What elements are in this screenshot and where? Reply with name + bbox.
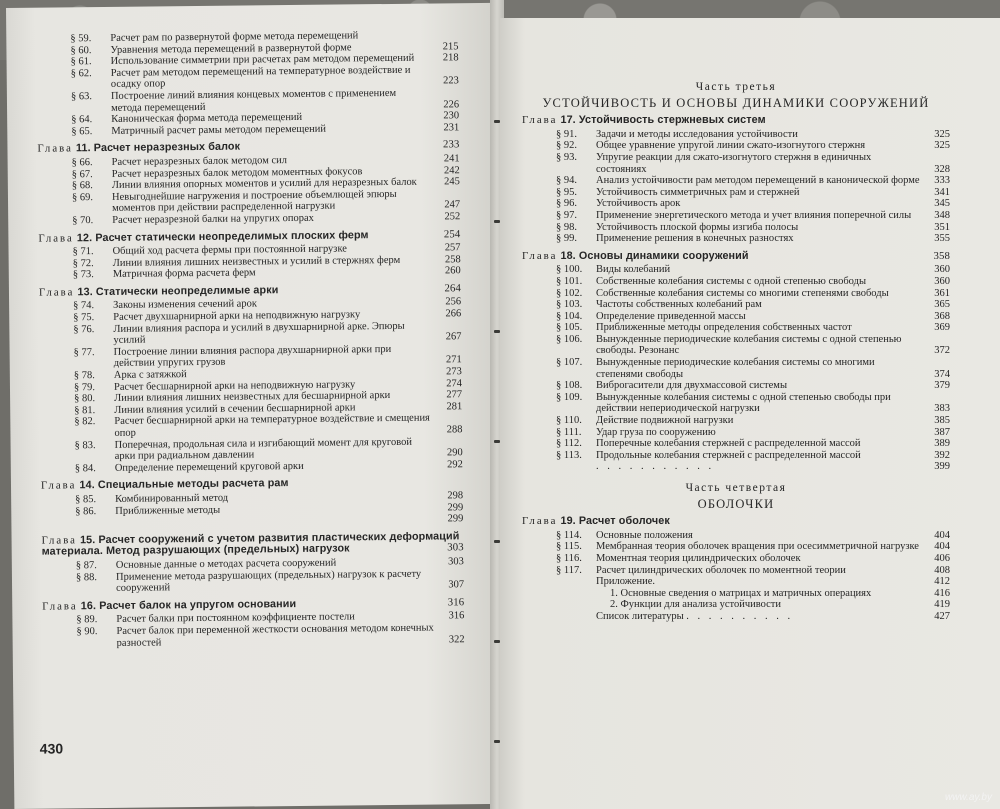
chapter-label: Глава xyxy=(522,515,558,528)
toc-page-number: 325 xyxy=(934,128,950,140)
appendix-page: 412 xyxy=(934,576,950,588)
section-number: § 66. xyxy=(71,157,93,169)
section-title: Использование симметрии при расчетах рам методом перемещений xyxy=(110,52,415,68)
section-title: Расчет неразрезных балок методом моментных фокусов xyxy=(111,165,363,180)
section-title: Виды колебаний xyxy=(596,264,671,276)
part-three-title: УСТОЙЧИВОСТЬ И ОСНОВЫ ДИНАМИКИ СООРУЖЕНИЙ xyxy=(542,95,930,110)
section-title: Расчет бесшарнирной арки на неподвижную нагрузку xyxy=(113,378,356,393)
section-title: Матричная форма расчета ферм xyxy=(112,267,256,281)
toc-page-number: 399 xyxy=(934,461,950,473)
section-title: Расчет цилиндрических оболочек по моментной теории xyxy=(596,564,846,576)
toc-chapter xyxy=(39,283,463,475)
toc-page-number: 241 xyxy=(443,153,460,165)
toc-page-number: 360 xyxy=(934,275,950,287)
section-number: § 117. xyxy=(556,564,582,576)
chapter-heading xyxy=(522,516,950,528)
section-number: § 109. xyxy=(556,391,583,403)
chapter-number: 16. xyxy=(80,599,97,612)
chapter-number: 11. xyxy=(75,142,91,155)
toc-chapter xyxy=(522,516,950,576)
binding-stitch xyxy=(494,640,500,643)
chapter-number: 17. xyxy=(560,114,576,127)
toc-entry xyxy=(522,140,950,152)
toc-page-number: 389 xyxy=(934,438,950,450)
section-number: § 84. xyxy=(74,462,96,475)
section-title: Комбинированный метод xyxy=(115,492,229,505)
section-title: Расчет бесшарнирной арки на температурное воздействие и смещения опор xyxy=(114,412,430,439)
toc-page-number: 230 xyxy=(443,110,460,122)
section-number: § 70. xyxy=(72,215,94,227)
toc-page-number: 277 xyxy=(446,389,463,401)
section-title: Линии влияния лишних неизвестных для бесшарнирной арки xyxy=(114,390,391,405)
toc-page-number: 360 xyxy=(934,264,950,276)
chapter-page: 254 xyxy=(443,227,461,240)
chapter-page: 358 xyxy=(933,249,950,262)
appendix-item xyxy=(522,588,950,600)
section-number: § 98. xyxy=(556,221,577,233)
section-number: § 77. xyxy=(73,346,95,359)
section-number: § 93. xyxy=(556,151,577,163)
section-number: § 74. xyxy=(73,300,95,312)
chapter-title: Расчет оболочек xyxy=(578,515,670,528)
appendix-label: Приложение. xyxy=(596,576,655,588)
toc-entry xyxy=(522,392,950,415)
section-number: § 104. xyxy=(556,310,583,322)
toc-page-number: 328 xyxy=(934,163,950,175)
toc-page-number: 257 xyxy=(444,242,461,254)
toc-page-number: 223 xyxy=(442,75,459,87)
toc-entry xyxy=(522,264,950,276)
section-title: Устойчивость плоской формы изгиба полосы xyxy=(596,221,799,233)
section-number: § 67. xyxy=(71,168,93,180)
section-title: Применение решения в конечных разностях xyxy=(596,233,794,245)
chapter-number: 13. xyxy=(77,285,93,299)
section-number: § 105. xyxy=(556,322,583,334)
toc-chapter xyxy=(41,477,463,518)
toc-entry xyxy=(522,299,950,311)
toc-page-number: 322 xyxy=(448,633,465,645)
section-number: § 79. xyxy=(73,381,96,393)
toc-page-number: 299 xyxy=(447,501,464,513)
toc-page-number: 374 xyxy=(934,368,950,380)
part-four-title: ОБОЛОЧКИ xyxy=(697,496,775,511)
toc-entry xyxy=(522,530,950,542)
section-title: Приближенные методы xyxy=(115,504,221,517)
section-number: § 112. xyxy=(556,438,582,450)
section-title: Расчет рам по развернутой форме метода перемещений xyxy=(110,30,359,44)
toc-chapter xyxy=(522,251,950,462)
toc-page-number: 258 xyxy=(444,253,461,266)
toc-page-number: 303 xyxy=(448,556,464,568)
toc-entry: . . . . . . . . . . . 399 xyxy=(596,461,950,473)
part-four-label: Часть четвертая xyxy=(685,482,787,494)
section-number: § 62. xyxy=(70,67,92,80)
right-toc-column xyxy=(522,74,950,623)
section-number: § 89. xyxy=(76,614,98,626)
toc-chapter xyxy=(38,229,460,282)
toc-page-number: 341 xyxy=(934,186,950,198)
section-number: § 99. xyxy=(556,233,577,245)
chapter-title: Расчет балок на упругом основании xyxy=(99,597,297,612)
page-number: 430 xyxy=(39,740,64,757)
toc-page-number: 348 xyxy=(934,209,950,221)
section-title: Матричный расчет рамы методом перемещений xyxy=(111,123,327,137)
section-number: § 73. xyxy=(72,269,94,281)
toc-entry xyxy=(522,152,950,175)
bibliography-page: 427 xyxy=(934,610,950,622)
toc-page-number: 231 xyxy=(443,122,460,134)
toc-entry xyxy=(522,450,950,462)
section-title: Вынужденные периодические колебания системы с одной степенью свободы. Резонанс xyxy=(596,333,902,357)
toc-entry xyxy=(522,311,950,323)
chapter-label: Глава xyxy=(41,534,77,547)
appendix-item-page: 419 xyxy=(934,599,950,611)
toc-page-number: 274 xyxy=(446,377,463,390)
section-title: Основные положения xyxy=(596,529,693,541)
chapter-label: Глава xyxy=(42,600,78,613)
section-number: § 82. xyxy=(74,416,96,428)
chapter-number: 14. xyxy=(79,479,95,492)
toc-entry xyxy=(522,175,950,187)
toc-entry xyxy=(522,288,950,300)
section-number: § 91. xyxy=(556,128,577,140)
toc-page-number: 273 xyxy=(446,366,462,378)
toc-chapter xyxy=(42,597,464,650)
section-number: § 60. xyxy=(70,44,92,56)
toc-page-number: 288 xyxy=(446,424,463,436)
section-number: § 83. xyxy=(74,439,96,451)
toc-page-number: 351 xyxy=(934,221,950,233)
section-number: § 114. xyxy=(556,529,582,541)
toc-page-number: 252 xyxy=(444,211,461,223)
section-title: Поперечные колебания стержней с распределенной массой xyxy=(596,438,861,450)
toc-page-number: 245 xyxy=(444,176,460,188)
section-number: § 111. xyxy=(556,426,582,438)
section-title: Мембранная теория оболочек вращения при осесимметричной нагрузке xyxy=(596,541,919,553)
section-title: Вынужденные периодические колебания системы со многими степенями свободы xyxy=(596,357,875,380)
chapter-label: Глава xyxy=(522,114,558,127)
binding-stitch xyxy=(494,330,500,333)
section-number: § 63. xyxy=(70,91,92,103)
section-number: § 71. xyxy=(72,246,94,258)
section-title: Вынужденные колебания системы с одной степенью свободы при действии непериодической нагрузки xyxy=(596,391,891,415)
toc-page-number: 379 xyxy=(934,380,950,392)
binding-stitch xyxy=(494,440,500,443)
section-number: § 72. xyxy=(72,257,94,270)
binding-stitch xyxy=(494,540,500,543)
toc-page-number: 387 xyxy=(934,426,950,438)
section-title: Частоты собственных колебаний рам xyxy=(596,299,762,311)
section-title: Линии влияния опорных моментов и усилий для неразрезных балок xyxy=(111,176,417,192)
section-number: § 110. xyxy=(556,415,582,427)
toc-page-number: 325 xyxy=(934,140,950,152)
toc-entry xyxy=(522,357,950,380)
chapter-page: 264 xyxy=(444,282,462,295)
chapter-title: Расчет сооружений с учетом развития пластических деформаций материала. Метод разрушающих (предельных) нагрузок xyxy=(41,530,460,558)
toc-entry xyxy=(522,276,950,288)
toc-page-number: 292 xyxy=(446,459,463,471)
section-number: § 85. xyxy=(75,494,97,506)
toc-page-number: 383 xyxy=(934,403,950,415)
chapter-title: Устойчивость стержневых систем xyxy=(578,114,766,127)
binding-stitch xyxy=(494,740,500,743)
toc-entry xyxy=(522,565,950,577)
chapter-title: Специальные методы расчета рам xyxy=(97,477,289,492)
toc-entry xyxy=(522,129,950,141)
part-three-label: Часть третья xyxy=(695,81,777,93)
watermark: www.ay.by xyxy=(944,792,992,803)
section-title: Расчет неразрезной балки на упругих опорах xyxy=(112,212,314,226)
section-title: Собственные колебания системы со многими степенями свободы xyxy=(596,287,889,299)
section-title: Расчет балки при постоянном коэффициенте постели xyxy=(116,611,355,626)
section-number: § 81. xyxy=(74,404,96,417)
toc-page-number: 290 xyxy=(446,447,463,459)
appendix-item xyxy=(522,599,950,611)
section-title: Определение перемещений круговой арки xyxy=(114,460,304,474)
section-title: Арка с затяжкой xyxy=(113,369,187,381)
section-title: Расчет балок при переменной жесткости основания методом конечных разностей xyxy=(116,622,434,649)
chapter-heading xyxy=(522,115,950,127)
section-title: Построение линий влияния концевых моментов с применением метода перемещений xyxy=(110,87,397,114)
section-number: § 116. xyxy=(556,552,582,564)
section-number: § 102. xyxy=(556,287,583,299)
chapter-label: Глава xyxy=(38,286,75,299)
appendix-item-title: 2. Функции для анализа устойчивости xyxy=(610,599,782,611)
toc-entry xyxy=(522,438,950,450)
section-number: § 100. xyxy=(556,264,583,276)
toc-page-number: 345 xyxy=(934,198,950,210)
chapter-19 xyxy=(522,516,950,576)
chapter-heading xyxy=(42,531,464,559)
section-number: § 103. xyxy=(556,299,583,311)
toc-page-number: 361 xyxy=(934,287,950,299)
toc-entry xyxy=(522,233,950,245)
section-number: § 76. xyxy=(73,323,95,335)
section-title: Применение энергетического метода и учет влияния поперечной силы xyxy=(596,209,912,221)
toc-page-number: 333 xyxy=(934,175,950,187)
section-number: § 92. xyxy=(556,140,577,152)
toc-entry xyxy=(522,380,950,392)
chapter-label: Глава xyxy=(40,479,77,493)
toc-page-number: 408 xyxy=(934,564,950,576)
chapter-page: 233 xyxy=(442,138,460,151)
section-number: § 68. xyxy=(71,180,93,192)
toc-page-number: 267 xyxy=(445,331,462,343)
toc-page-number: 307 xyxy=(448,579,465,591)
toc-page-number: 316 xyxy=(448,610,465,622)
section-number: § 115. xyxy=(556,541,582,553)
toc-page-number: 385 xyxy=(934,415,950,427)
section-title: Анализ устойчивости рам методом перемещений в канонической форме xyxy=(596,175,920,187)
toc-page-number: 404 xyxy=(934,529,950,541)
section-number: § 75. xyxy=(73,312,95,324)
section-number: § 61. xyxy=(70,56,92,68)
toc-page-number: 215 xyxy=(442,40,459,53)
toc-entry xyxy=(522,187,950,199)
chapter-title: Расчет статически неопределимых плоских ферм xyxy=(95,228,369,244)
toc-page-number: 392 xyxy=(934,449,950,461)
chapter-heading xyxy=(522,251,950,263)
section-title: Линии влияния усилий в сечении бесшарнирной арки xyxy=(114,402,356,416)
chapter-title: Статически неопределимые арки xyxy=(95,284,279,298)
toc-page-number: 281 xyxy=(446,401,463,413)
toc-entry xyxy=(522,210,950,222)
section-number: § 69. xyxy=(71,191,94,204)
toc-page-number: 242 xyxy=(443,164,460,176)
toc-page-number: 256 xyxy=(445,296,462,308)
section-number: § 95. xyxy=(556,186,577,198)
toc-page-number: 260 xyxy=(444,265,461,277)
section-number: § 96. xyxy=(556,198,577,210)
toc-page-number: 372 xyxy=(934,345,950,357)
toc-page-number: 368 xyxy=(934,310,950,322)
chapter-page: 303 xyxy=(447,541,464,554)
section-number: § 88. xyxy=(75,571,98,583)
toc-chapter xyxy=(37,140,460,228)
chapter-number: 15. xyxy=(79,533,96,547)
chapter-number: 19. xyxy=(560,515,576,528)
toc-chapter xyxy=(522,115,950,245)
right-page xyxy=(500,18,1000,809)
section-number: § 108. xyxy=(556,380,583,392)
binding-stitch xyxy=(494,120,500,123)
toc-entry xyxy=(42,622,464,650)
appendix-item-page: 416 xyxy=(934,587,950,599)
section-title: Приближенные методы определения собственных частот xyxy=(596,322,852,334)
section-title: Устойчивость симметричных рам и стержней xyxy=(596,186,800,198)
toc-page-number: 299 xyxy=(447,513,464,525)
chapter-label: Глава xyxy=(37,142,73,156)
section-number: § 94. xyxy=(556,175,577,187)
chapter-title: Расчет неразрезных балок xyxy=(93,140,241,155)
bibliography-entry: Список литературы . . . . . . . . . . 427 xyxy=(596,610,950,622)
section-title: Действие подвижной нагрузки xyxy=(596,415,734,427)
toc-page-number: 355 xyxy=(934,233,950,245)
section-number: § 107. xyxy=(556,357,583,369)
section-number: § 78. xyxy=(73,370,95,382)
section-title: Моментная теория цилиндрических оболочек xyxy=(596,552,801,564)
appendix-items xyxy=(522,588,950,611)
section-title: Применение метода разрушающих (предельных) нагрузок к расчету сооружений xyxy=(115,568,422,595)
section-number: § 90. xyxy=(76,625,98,638)
section-title: Расчет неразрезных балок методом сил xyxy=(111,155,288,168)
toc-page-number: 266 xyxy=(445,308,462,320)
section-title: Общее уравнение упругой линии сжато-изогнутого стержня xyxy=(596,140,866,152)
chapter-number: 18. xyxy=(560,249,576,262)
appendix-item-title: 1. Основные сведения о матрицах и матричных операциях xyxy=(610,587,872,599)
section-number: § 86. xyxy=(75,505,97,517)
left-page xyxy=(6,3,500,809)
toc-entry xyxy=(522,222,950,234)
section-number: § 101. xyxy=(556,275,583,287)
bibliography-label: Список литературы xyxy=(596,610,684,622)
chapter-label: Глава xyxy=(38,231,74,245)
section-title: Определение приведенной массы xyxy=(596,310,746,322)
section-number: § 80. xyxy=(74,393,96,405)
toc-page-number: 298 xyxy=(447,490,464,502)
section-title: Линии влияния распора и усилий в двухшарнирной арке. Эпюры усилий xyxy=(113,320,405,347)
section-title: Каноническая форма метода перемещений xyxy=(111,112,303,126)
toc-entry xyxy=(522,427,950,439)
section-title: Линии влияния лишних неизвестных и усилий в стержнях ферм xyxy=(112,254,401,269)
toc-page-number: 218 xyxy=(442,52,459,64)
toc-entry xyxy=(522,541,950,553)
toc-entry xyxy=(522,553,950,565)
toc-entry xyxy=(42,568,464,596)
section-title: Невыгоднейшие нагружения и построение объемлющей эпюры моментов при действии распределенной нагрузки xyxy=(111,188,397,215)
toc-page-number: 226 xyxy=(443,98,460,110)
chapter-label: Глава xyxy=(522,249,558,262)
section-title: Собственные колебания системы с одной степенью свободы xyxy=(596,275,867,287)
section-title: Основные данные о методах расчета сооружений xyxy=(115,557,337,571)
left-toc-column xyxy=(36,29,464,649)
section-number: § 65. xyxy=(71,125,93,138)
toc-entry xyxy=(522,334,950,357)
section-number: § 106. xyxy=(556,333,583,345)
section-title: Задачи и методы исследования устойчивости xyxy=(596,128,798,140)
chapter-number: 12. xyxy=(76,231,93,244)
chapter-page: 316 xyxy=(447,595,465,609)
toc-entry xyxy=(522,415,950,427)
section-number: § 113. xyxy=(556,449,582,461)
section-title: Продольные колебания стержней с распределенной массой xyxy=(596,449,861,461)
toc-page-number: 369 xyxy=(934,322,950,334)
toc-page-number: 365 xyxy=(934,299,950,311)
appendix-heading xyxy=(522,576,950,588)
section-title: Расчет двухшарнирной арки на неподвижную нагрузку xyxy=(113,309,361,323)
chapter-title: Основы динамики сооружений xyxy=(578,249,749,262)
section-title: Поперечная, продольная сила и изгибающий момент для круговой арки при радиальном давлении xyxy=(114,436,412,463)
part-three-chapters xyxy=(522,115,950,461)
section-title: Построение линии влияния распора двухшарнирной арки при действии упругих грузов xyxy=(113,343,392,370)
toc-page-number: 271 xyxy=(445,354,462,366)
section-title: Упругие реакции для сжато-изогнутого стержня в единичных состояниях xyxy=(596,151,872,175)
section-number: § 64. xyxy=(71,114,93,126)
section-number: § 87. xyxy=(75,560,97,572)
section-title: Законы изменения сечений арок xyxy=(113,298,257,312)
toc-page-number: 247 xyxy=(444,199,461,211)
toc-entry xyxy=(522,322,950,334)
section-number: § 59. xyxy=(70,33,92,45)
toc-entry xyxy=(522,198,950,210)
section-title: Уравнения метода перемещений в развернутой форме xyxy=(110,41,352,56)
section-title: Общий ход расчета фермы при постоянной нагрузке xyxy=(112,243,347,257)
binding-stitch xyxy=(494,220,500,223)
section-title: Расчет рам методом перемещений на температурное воздействие и осадку опор xyxy=(110,64,411,91)
toc-chapter xyxy=(42,531,465,595)
section-title: Удар груза по сооружению xyxy=(596,426,716,438)
toc-page-number: 404 xyxy=(934,541,950,553)
toc-page-number: 406 xyxy=(934,552,950,564)
section-title: Устойчивость арок xyxy=(596,198,681,210)
section-number: § 97. xyxy=(556,209,577,221)
section-title: Виброгасители для двухмассовой системы xyxy=(596,380,787,392)
